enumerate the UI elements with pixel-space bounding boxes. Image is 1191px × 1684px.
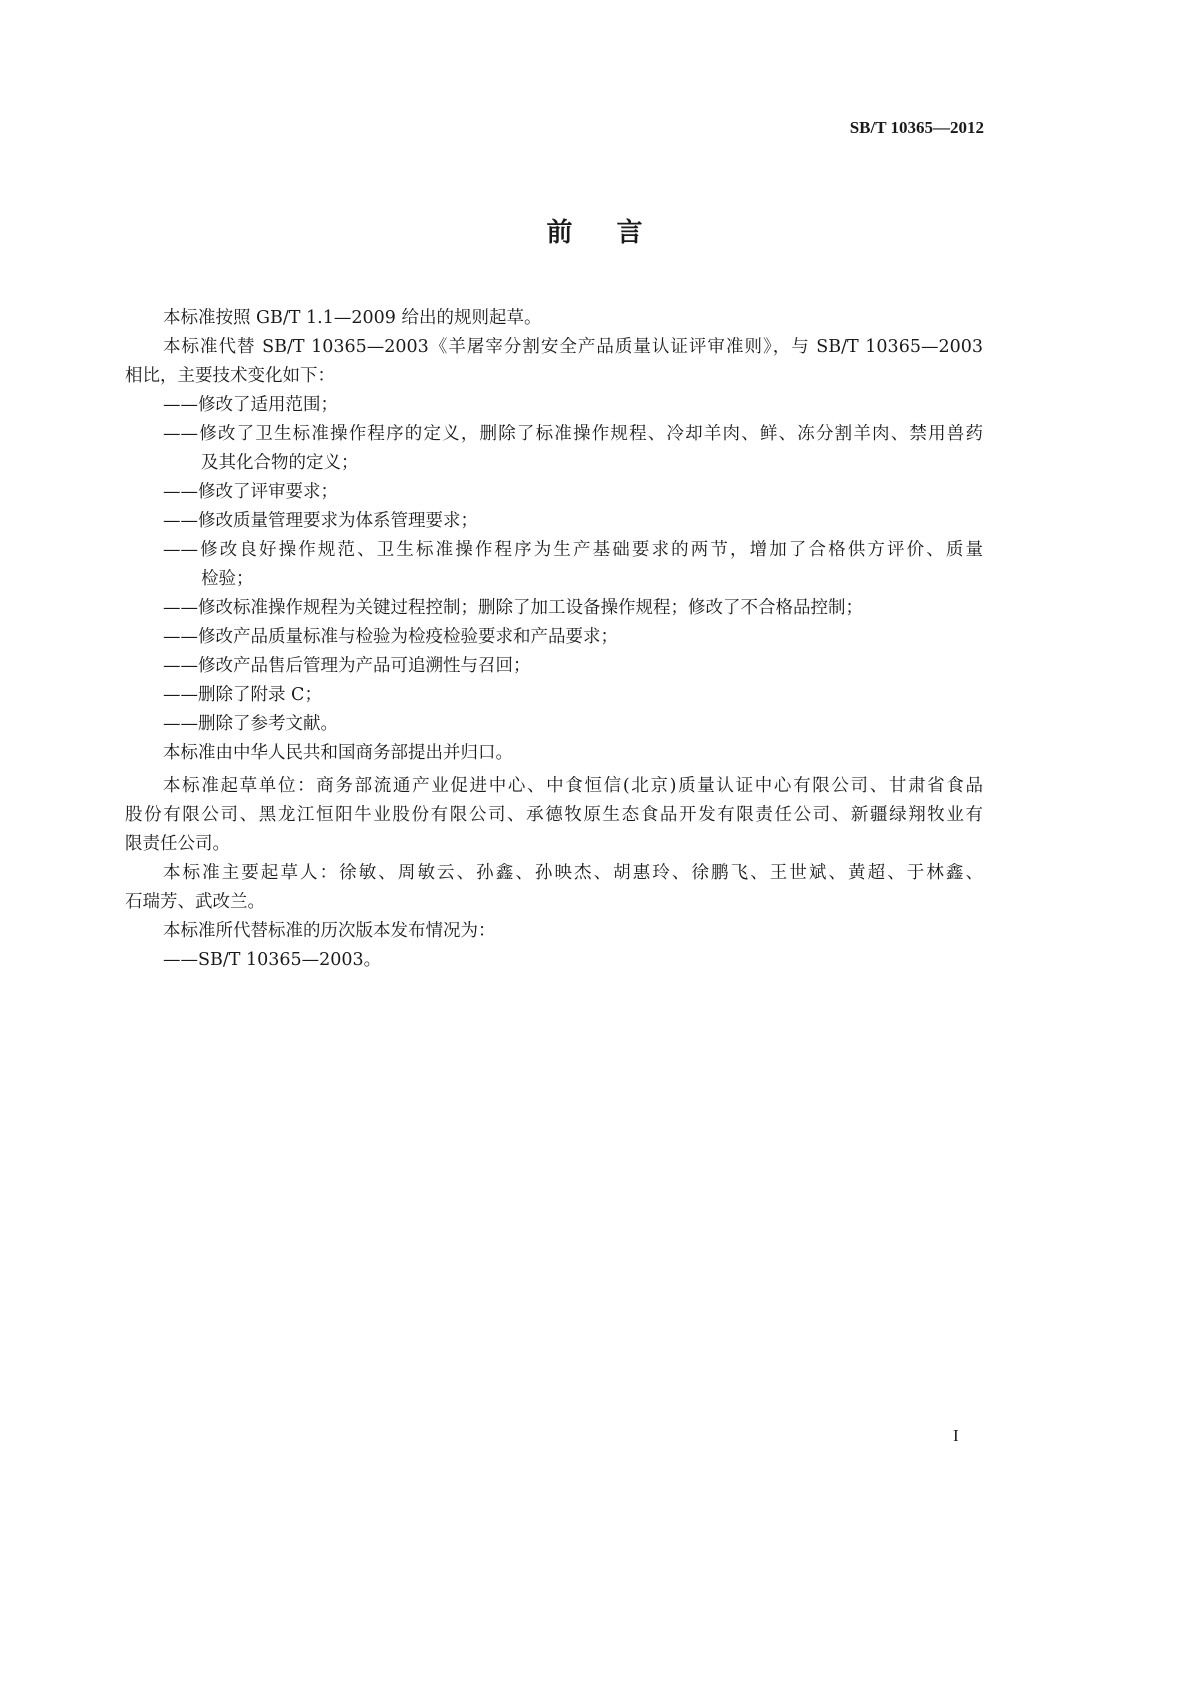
- list-item: ——修改良好操作规范、卫生标准操作程序为生产基础要求的两节，增加了合格供方评价、质量: [163, 540, 983, 560]
- page-number: I: [953, 1426, 959, 1445]
- list-item: ——修改了适用范围；: [163, 395, 338, 415]
- paragraph-line: 相比，主要技术变化如下：: [125, 366, 335, 386]
- list-item: ——修改了评审要求；: [163, 482, 338, 502]
- paragraph-line: 本标准代替 SB/T 10365—2003《羊屠宰分割安全产品质量认证评审准则》，与 SB/T 10365—2003: [163, 337, 983, 357]
- paragraph-line: 石瑞芳、武改兰。: [125, 892, 265, 912]
- paragraph-line: 本标准由中华人民共和国商务部提出并归口。: [163, 743, 513, 763]
- list-item: ——删除了参考文献。: [163, 714, 338, 734]
- foreword-body: [125, 304, 983, 975]
- paragraph-line: 本标准起草单位：商务部流通产业促进中心、中食恒信(北京)质量认证中心有限公司、甘肃省食品: [163, 776, 983, 796]
- list-item: ——SB/T 10365—2003。: [163, 950, 382, 970]
- list-item: ——修改质量管理要求为体系管理要求；: [163, 511, 478, 531]
- list-item-continuation: 及其化合物的定义；: [201, 453, 359, 473]
- list-item: ——修改标准操作规程为关键过程控制；删除了加工设备操作规程；修改了不合格品控制；: [163, 598, 863, 618]
- paragraph-line: 股份有限公司、黑龙江恒阳牛业股份有限公司、承德牧原生态食品开发有限责任公司、新疆绿翔牧业有: [125, 805, 983, 825]
- list-item: ——修改产品售后管理为产品可追溯性与召回；: [163, 656, 531, 676]
- list-item: ——删除了附录 C；: [163, 685, 322, 705]
- page-title: [0, 212, 1191, 249]
- title-char: 前: [546, 218, 575, 248]
- list-item: ——修改了卫生标准操作程序的定义，删除了标准操作规程、冷却羊肉、鲜、冻分割羊肉、禁用兽药: [163, 424, 983, 444]
- paragraph-line: 本标准所代替标准的历次版本发布情况为：: [163, 921, 496, 941]
- paragraph-line: 本标准按照 GB/T 1.1—2009 给出的规则起草。: [163, 308, 542, 328]
- title-char: 言: [616, 218, 645, 248]
- paragraph-line: 限责任公司。: [125, 834, 230, 854]
- paragraph-line: 本标准主要起草人：徐敏、周敏云、孙鑫、孙映杰、胡惠玲、徐鹏飞、王世斌、黄超、于林鑫、: [163, 863, 983, 883]
- standard-number-header: SB/T 10365—2012: [849, 118, 984, 137]
- list-item: ——修改产品质量标准与检验为检疫检验要求和产品要求；: [163, 627, 618, 647]
- list-item-continuation: 检验；: [201, 569, 254, 589]
